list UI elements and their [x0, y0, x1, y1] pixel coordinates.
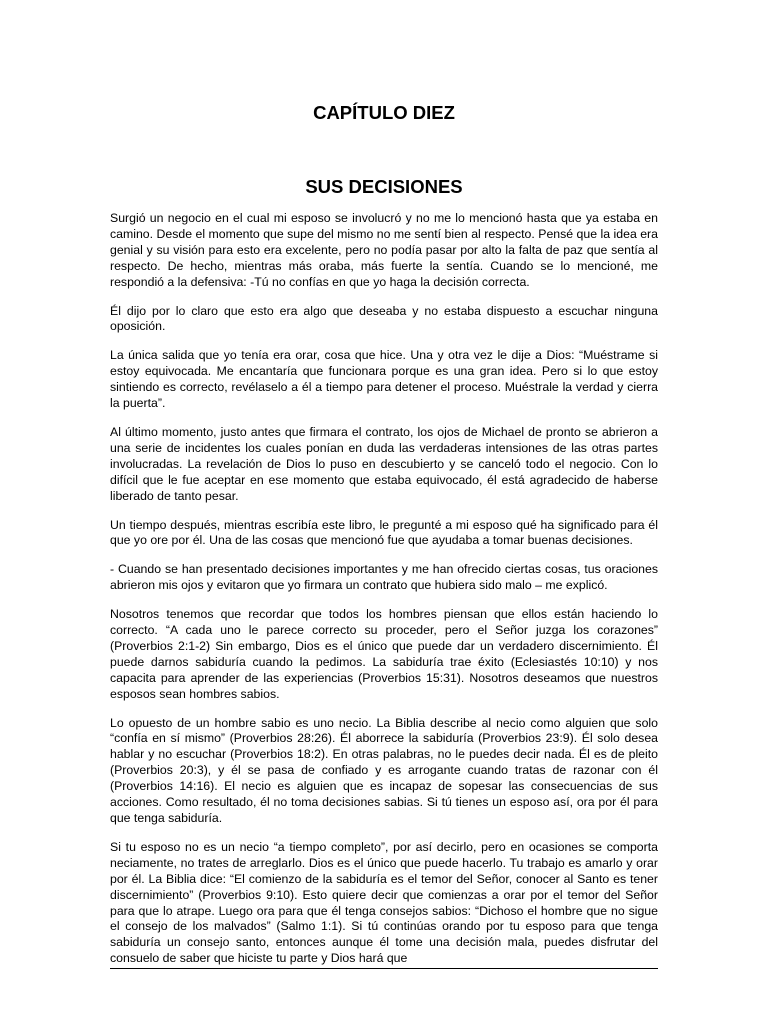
paragraph-4: Al último momento, justo antes que firmara el contrato, los ojos de Michael de pronto se abrieron a una serie de incidentes los cuales ponían en duda las verdaderas intensiones de las otras partes involucradas. La revelación de Dios lo puso en descubierto y se canceló todo el negocio. Con lo difícil que le fue aceptar en ese momento que estaba equivocado, él está agradecido de haberse liberado de tanto pesar.: [110, 424, 658, 503]
paragraph-9: Si tu esposo no es un necio “a tiempo completo”, por así decirlo, pero en ocasiones se comporta neciamente, no trates de arreglarlo. Dios es el único que puede hacerlo. Tu trabajo es amarlo y orar por él. La Biblia dice: “El comienzo de la sabiduría es el temor del Señor, conocer al Santo es tener discernimiento” (Proverbios 9:10). Esto quiere decir que comienzas a orar por el temor del Señor para que lo atrape. Luego ora para que él tenga consejos sabios: “Dichoso el hombre que no sigue el consejo de los malvados” (Salmo 1:1). Si tú continúas orando por tu esposo para que tenga sabiduría un consejo santo, entonces aunque él tome una decisión mala, puedes disfrutar del consuelo de saber que hiciste tu parte y Dios hará que: [110, 840, 658, 969]
section-title: SUS DECISIONES: [305, 176, 463, 197]
paragraph-5: Un tiempo después, mientras escribía este libro, le pregunté a mi esposo qué ha significado para él que yo ore por él. Una de las cosas que mencionó fue que ayudaba a tomar buenas decisiones.: [110, 517, 658, 548]
paragraph-1: Surgió un negocio en el cual mi esposo se involucró y no me lo mencionó hasta que ya estaba en camino. Desde el momento que supe del mismo no me sentí bien al respecto. Pensé que la idea era genial y su visión para esto era excelente, pero no podía pasar por alto la falta de paz que sentía al respecto. De hecho, mientras más oraba, más fuerte la sentía. Cuando se lo mencioné, me respondió a la defensiva: -Tú no confías en que yo haga la decisión correcta.: [110, 211, 658, 289]
paragraph-3: La única salida que yo tenía era orar, cosa que hice. Una y otra vez le dije a Dios: “Muéstrame si estoy equivocada. Me encantaría que funcionara porque es una gran idea. Pero si lo que estoy sintiendo es correcto, revélaselo a él a tiempo para detener el proceso. Muéstrale la verdad y cierra la puerta”.: [110, 348, 658, 411]
paragraph-6: - Cuando se han presentado decisiones importantes y me han ofrecido ciertas cosas, tus oraciones abrieron mis ojos y evitaron que yo firmara un contrato que hubiera sido malo – me explicó.: [110, 562, 658, 593]
chapter-title: CAPÍTULO DIEZ: [313, 102, 455, 123]
paragraph-7: Nosotros tenemos que recordar que todos los hombres piensan que ellos están haciendo lo correcto. “A cada uno le parece correcto su proceder, pero el Señor juzga los corazones” (Proverbios 2:1-2) Sin embargo, Dios es el único que puede dar un verdadero discernimiento. Él puede darnos sabiduría cuando la pedimos. La sabiduría trae éxito (Eclesiastés 10:10) y nos capacita para aprender de las experiencias (Proverbios 15:31). Nosotros deseamos que nuestros esposos sean hombres sabios.: [110, 607, 658, 701]
paragraph-2: Él dijo por lo claro que esto era algo que deseaba y no estaba dispuesto a escuchar ninguna oposición.: [110, 303, 658, 334]
body-text: [110, 211, 658, 969]
paragraph-8: Lo opuesto de un hombre sabio es uno necio. La Biblia describe al necio como alguien que solo “confía en sí mismo” (Proverbios 28:26). Él aborrece la sabiduría (Proverbios 23:9). Él solo desea hablar y no escuchar (Proverbios 18:2). En otras palabras, no le puedes decir nada. Él es de pleito (Proverbios 20:3), y él se pasa de confiado y es arrogante cuando tratas de razonar con él (Proverbios 14:16). El necio es alguien que es incapaz de sopesar las consecuencias de sus acciones. Como resultado, él no toma decisiones sabias. Si tú tienes un esposo así, ora por él para que tenga sabiduría.: [110, 715, 658, 825]
